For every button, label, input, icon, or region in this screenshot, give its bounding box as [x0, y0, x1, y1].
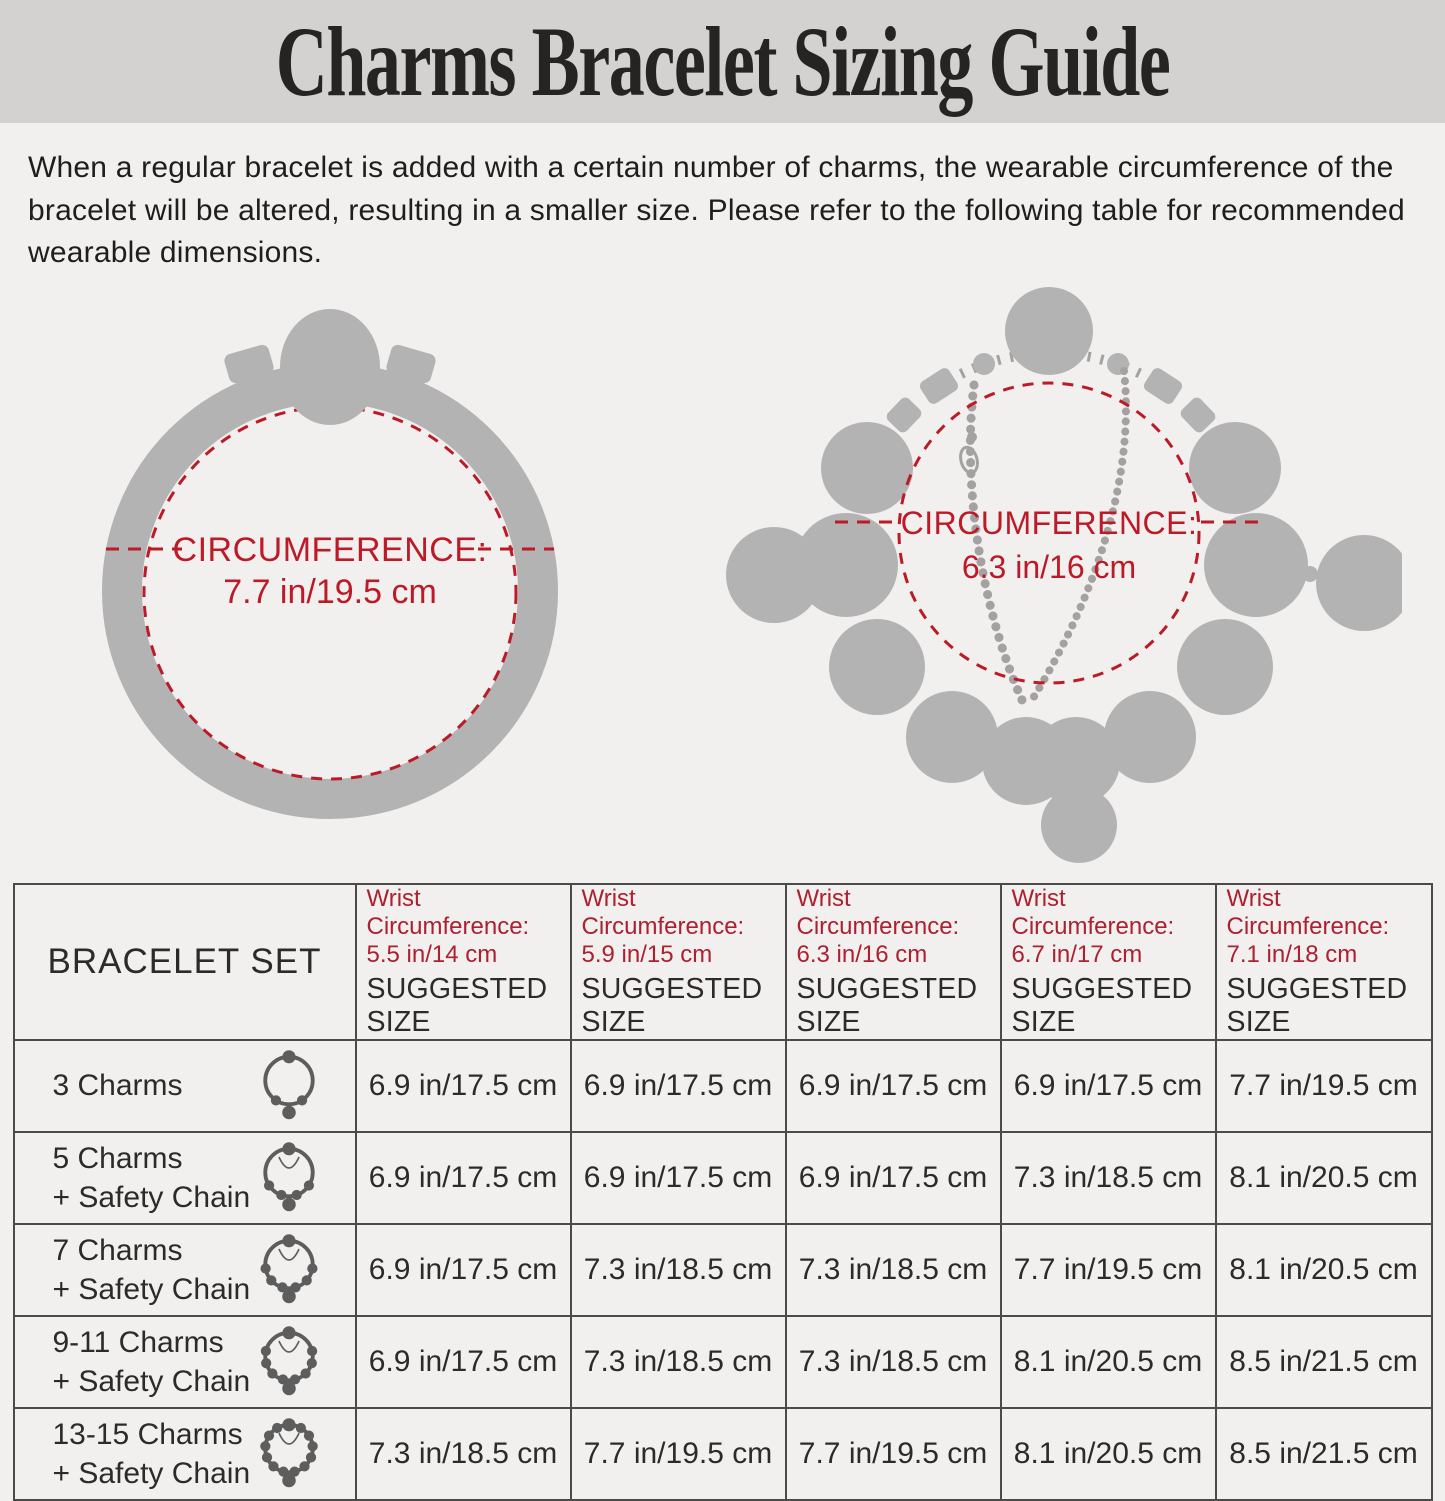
size-value-cell: 6.9 in/17.5 cm — [571, 1040, 786, 1132]
sizing-table — [13, 883, 1433, 1501]
size-value-cell: 7.3 in/18.5 cm — [571, 1224, 786, 1316]
size-value-cell: 6.9 in/17.5 cm — [786, 1040, 1001, 1132]
bracelet-set-header: BRACELET SET — [14, 884, 356, 1040]
wrist-column-header: Wrist Circumference: 5.5 in/14 cm SUGGESTED SIZE — [356, 884, 571, 1040]
bracelet-diagrams — [0, 275, 1445, 875]
size-value-cell: 7.3 in/18.5 cm — [356, 1408, 571, 1500]
wrist-column-header: Wrist Circumference: 7.1 in/18 cm SUGGESTED SIZE — [1216, 884, 1432, 1040]
size-value-cell: 7.7 in/19.5 cm — [786, 1408, 1001, 1500]
charm-bracelet-diagram — [722, 275, 1402, 867]
row-label: 7 Charms + Safety Chain — [52, 1233, 251, 1306]
page-title: Charms Bracelet Sizing Guide — [275, 5, 1170, 117]
clasp-bead — [280, 309, 380, 425]
size-value-cell: 7.7 in/19.5 cm — [1216, 1040, 1432, 1132]
size-value-cell: 6.9 in/17.5 cm — [356, 1316, 571, 1408]
table-row — [14, 1040, 1432, 1132]
size-value-cell: 8.5 in/21.5 cm — [1216, 1316, 1432, 1408]
bracelet-set-icon — [257, 1412, 321, 1496]
row-label: 5 Charms + Safety Chain — [52, 1141, 251, 1214]
size-value-cell: 7.3 in/18.5 cm — [1001, 1132, 1216, 1224]
row-label-cell — [14, 1224, 356, 1316]
row-label-cell — [14, 1040, 356, 1132]
title-band — [0, 0, 1445, 123]
size-value-cell: 8.5 in/21.5 cm — [1216, 1408, 1432, 1500]
bracelet-set-icon — [257, 1044, 321, 1128]
size-value-cell: 6.9 in/17.5 cm — [356, 1224, 571, 1316]
table-row — [14, 1408, 1432, 1500]
size-value-cell: 6.9 in/17.5 cm — [356, 1132, 571, 1224]
size-value-cell: 7.3 in/18.5 cm — [571, 1316, 786, 1408]
row-label-cell — [14, 1408, 356, 1500]
size-value-cell: 6.9 in/17.5 cm — [356, 1040, 571, 1132]
row-label: 9-11 Charms + Safety Chain — [52, 1325, 251, 1398]
size-value-cell: 7.7 in/19.5 cm — [571, 1408, 786, 1500]
size-value-cell: 7.3 in/18.5 cm — [786, 1316, 1001, 1408]
row-label-cell — [14, 1132, 356, 1224]
table-row — [14, 1316, 1432, 1408]
wrist-column-header: Wrist Circumference: 6.7 in/17 cm SUGGESTED SIZE — [1001, 884, 1216, 1040]
size-value-cell: 7.7 in/19.5 cm — [1001, 1224, 1216, 1316]
wrist-column-header: Wrist Circumference: 6.3 in/16 cm SUGGESTED SIZE — [786, 884, 1001, 1040]
circumference-value: 7.7 in/19.5 cm — [223, 572, 437, 611]
bracelet-set-icon — [257, 1320, 321, 1404]
size-value-cell: 8.1 in/20.5 cm — [1001, 1316, 1216, 1408]
bracelet-set-icon — [257, 1228, 321, 1312]
row-label-cell — [14, 1316, 356, 1408]
circumference-label: CIRCUMFERENCE: — [172, 530, 488, 569]
clasp-bead — [1005, 287, 1093, 375]
table-row — [14, 1132, 1432, 1224]
intro-text: When a regular bracelet is added with a certain number of charms, the wearable circumference of the bracelet will be altered, resulting in a smaller size. Please refer to the following table for recommended wearable dimensions. — [28, 151, 1405, 270]
dangle-charm — [726, 527, 822, 623]
row-label: 3 Charms — [52, 1069, 183, 1103]
wrist-column-header: Wrist Circumference: 5.9 in/15 cm SUGGESTED SIZE — [571, 884, 786, 1040]
size-value-cell: 8.1 in/20.5 cm — [1216, 1224, 1432, 1316]
header-row — [14, 884, 1432, 1040]
dangle-charm — [1041, 787, 1117, 863]
size-value-cell: 6.9 in/17.5 cm — [786, 1132, 1001, 1224]
circumference-label: CIRCUMFERENCE: — [900, 504, 1198, 541]
size-value-cell: 8.1 in/20.5 cm — [1001, 1408, 1216, 1500]
table-row — [14, 1224, 1432, 1316]
size-value-cell: 8.1 in/20.5 cm — [1216, 1132, 1432, 1224]
plain-bracelet-diagram — [30, 283, 630, 859]
size-value-cell: 6.9 in/17.5 cm — [571, 1132, 786, 1224]
size-value-cell: 7.3 in/18.5 cm — [786, 1224, 1001, 1316]
row-label: 13-15 Charms + Safety Chain — [52, 1417, 251, 1490]
safety-chain — [970, 385, 1022, 700]
dangle-charm — [1316, 535, 1402, 631]
size-value-cell: 6.9 in/17.5 cm — [1001, 1040, 1216, 1132]
circumference-value: 6.3 in/16 cm — [961, 548, 1137, 585]
bracelet-set-icon — [257, 1136, 321, 1220]
